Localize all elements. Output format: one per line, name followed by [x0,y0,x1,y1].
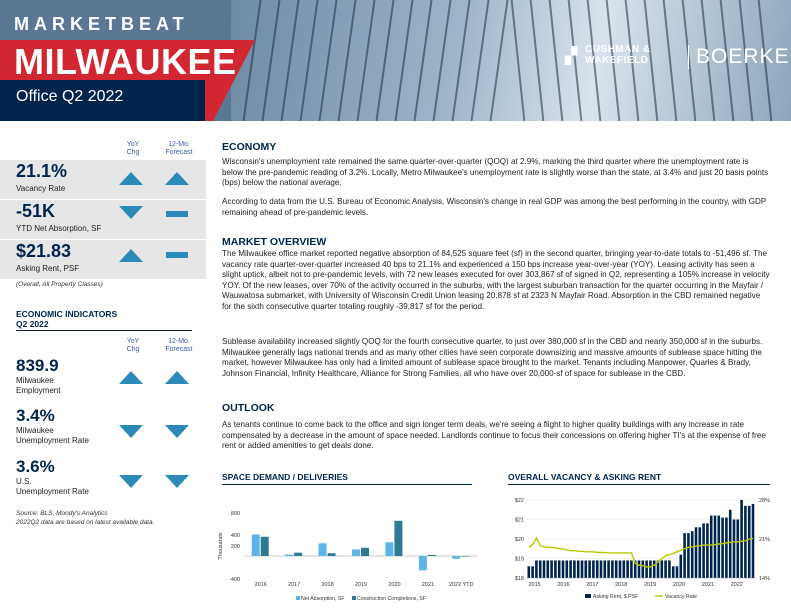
bar-construction [328,553,336,556]
rent-bar [619,560,622,578]
kpi-net-absorption [0,200,206,239]
facade-line [432,0,451,121]
bar-net-absorption [419,556,427,570]
y-left-tick: $19 [514,556,524,563]
rent-bar [592,560,595,578]
rent-bar [588,560,591,578]
econ-label-line2: Employment [16,385,61,395]
econ-yoy-col-header [118,338,148,354]
rent-bar [554,560,557,578]
yoy-col-header [118,141,148,157]
facade-line [511,0,526,121]
rent-bar [691,531,694,578]
bar-net-absorption [352,549,360,556]
yoy-up-arrow-icon [119,249,143,262]
market-overview-paragraph-1: The Milwaukee office market reported negative absorption of 84,525 square feet (sf) in the second quarter, bringing year-to-date totals to -51,496 sf. The vacancy rate quarter-over-quarter increased 40 bps to 21.1% and experienced a 150 bps increase year-over-year (YOY). Leasing activity has seen a slight uptick, albeit not to pre-pandemic levels, with 72 new leases executed for over 303,867 sf of signed in Q2, representing a 105% increase in velocity YOY. Of the new leases, over 70% of the activity occurred in the suburbs, with the largest suburban transaction for the quarter occurring in the Mayfair / Wauwatosa submarket, with University of Wisconsin Credit Union leasing 20,878 sf at 2323 N Mayfair Road. Absorption in the CBD remained negative for the sixth consecutive quarter totaling roughly -39,817 sf for the period. [222,249,770,311]
y-right-tick: 28% [759,498,771,504]
yoy-col-label: YoY [126,141,140,148]
rent-bar [550,560,553,578]
rent-bar [558,560,561,578]
econ-label-line1: Milwaukee [16,376,54,385]
rent-bar [687,533,690,578]
brand-cushman-wakefield [585,44,651,66]
rent-bar [630,560,633,578]
y-tick-label: 800 [230,511,240,517]
econ-label-line1: U.S. [16,477,32,486]
economy-paragraph-2: According to data from the U.S. Bureau of Economic Analysis, Wisconsin's change in real GDP was among the best performing in the country, with GDP remaining ahead of pre-pandemic levels. [222,197,767,217]
rent-bar [718,516,721,578]
bar-construction [394,521,402,556]
facade-line [451,0,470,121]
econ-title: ECONOMIC INDICATORS [16,309,118,319]
facade-line [356,0,375,121]
y-left-tick: $22 [514,498,524,504]
x-tick-label: 2018 [615,582,628,588]
rent-bar [668,560,671,578]
bar-net-absorption [252,535,260,556]
forecast-up-arrow-icon [165,172,189,185]
rent-bar [748,506,751,578]
kpi-value: $21.83 [16,241,72,261]
kpi-value: 21.1% [16,161,68,181]
forecast-flat-dash-icon [166,252,188,258]
forecast-down-arrow-icon [165,425,189,438]
outlook-paragraph: As tenants continue to come back to the office and sign longer term deals, we're seeing a flight to higher quality buildings with any increase in rate compensated by a decrease in the amount of space needed. Landlords continue to focus their concessions on offering higher TI's at the expense of free rent or added amenities to get deals done. [222,420,766,451]
rent-bar [611,560,614,578]
kpi-label: Vacancy Rate [16,184,66,193]
yoy-up-arrow-icon [119,371,143,384]
econ-label-line2: Unemployment Rate [16,486,89,496]
series-title: MARKETBEAT [14,14,189,34]
econ-divider [16,330,192,331]
rent-bar [706,523,709,578]
y-axis-label: Thousands [218,532,224,560]
yoy-up-arrow-icon [119,172,143,185]
legend-label: Net Absorption, SF [301,596,345,602]
legend-swatch [296,596,300,600]
rent-bar [604,560,607,578]
rent-bar [710,516,713,578]
y-right-tick: 14% [759,576,771,582]
x-tick-label: 2016 [254,582,267,588]
rent-bar [702,523,705,578]
city-title: MILWAUKEE [14,41,237,82]
economy-paragraph-1: Wisconsin's unemployment rate remained the same quarter-over-quarter (QOQ) at 2.9%, marking the third quarter where the unemployment rate is below the pre-pandemic reading of 3.2%. Locally, Metro Milwaukee's unemployment rate is slightly worse than the state, at 3.4% and just 20 basis points (bps) below the national average. [222,157,769,188]
rent-bar [535,560,538,578]
facade-line [394,0,413,121]
econ-source-note: 2022Q2 data are based on latest available data. [16,519,155,526]
rent-bar [683,533,686,578]
rent-bar [672,566,675,578]
facade-line [318,0,337,121]
yoy-down-arrow-icon [119,475,143,488]
kpi-label: YTD Net Absorption, SF [16,224,102,233]
y-right-tick: 21% [759,537,771,543]
facade-line [242,0,261,121]
econ-value: 3.6% [16,457,55,476]
rent-bar [569,560,572,578]
cushman-wakefield-logo-icon: ▞ [565,48,578,65]
facade-line [375,0,394,121]
y-tick-label: -400 [228,577,240,583]
rent-bar [721,518,724,578]
legend-label: Construction Completions, SF [357,596,426,602]
rent-bar [607,560,610,578]
yoy-down-arrow-icon [119,425,143,438]
rent-bar [653,560,656,578]
space-demand-chart-title: SPACE DEMAND / DELIVERIES [222,472,348,482]
bar-net-absorption [452,556,460,559]
rent-bar [729,510,732,578]
facade-line [470,0,489,121]
forecast-down-arrow-icon [165,475,189,488]
economy-heading: ECONOMY [222,141,277,153]
x-tick-label: 2022 YTD [448,582,474,588]
space-demand-chart [216,500,484,608]
legend-swatch-rent [585,594,591,598]
legend-label: Vacancy Rate [665,594,697,600]
report-subtitle: Office Q2 2022 [16,88,124,105]
x-tick-label: 2021 [421,582,434,588]
market-overview-heading: MARKET OVERVIEW [222,236,327,248]
econ-value: 3.4% [16,406,55,425]
rent-bar [638,560,641,578]
rent-bar [581,560,584,578]
facade-line [663,0,678,121]
kpi-value: -51K [16,201,56,221]
rent-bar [543,560,546,578]
rent-bar [573,560,576,578]
rent-bar [661,560,664,578]
x-tick-label: 2021 [701,582,715,588]
econ-yoy-label2: Chg [126,346,140,353]
kpi-vacancy-rate [0,160,206,199]
rent-bar [623,560,626,578]
kpi-label: Asking Rent, PSF [16,264,80,273]
rent-bar [714,516,717,578]
x-tick-label: 2019 [354,582,368,588]
bar-construction [361,548,369,556]
rent-bar [645,560,648,578]
facade-line [549,0,564,121]
rent-bar [664,560,667,578]
rent-bar [547,560,550,578]
y-tick-label: 200 [230,544,240,550]
econ-indicators-title [16,309,117,329]
rent-bar [642,560,645,578]
bar-construction [428,555,436,556]
y-left-tick: $18 [514,576,524,582]
forecast-col-label2: Forecast [165,149,193,156]
rent-bar [733,520,736,579]
econ-forecast-label: 12-Mo. [168,338,190,345]
x-tick-label: 2017 [288,582,301,588]
rent-bar [600,560,603,578]
econ-label [16,426,89,445]
econ-label-line1: Milwaukee [16,426,54,435]
facade-line [530,0,545,121]
bar-construction [461,556,469,557]
econ-label [16,376,60,395]
vacancy-rent-chart [505,492,783,608]
chart-title-rule [222,484,472,485]
rent-bar [680,555,683,578]
rent-bar [528,566,531,578]
report-header [0,0,791,121]
rent-bar [699,527,702,578]
rent-bar [585,560,588,578]
brand-boerke: BOERKE [688,45,790,69]
rent-bar [626,560,629,578]
y-left-tick: $21 [514,517,524,524]
rent-bar [562,560,565,578]
rent-bar [676,566,679,578]
facade-line [489,0,508,121]
x-tick-label: 2015 [528,582,541,588]
facade-line [261,0,280,121]
rent-bar [744,506,747,578]
brand-line-2: WAKEFIELD [585,55,649,66]
facade-line [337,0,356,121]
rent-bar [566,560,569,578]
econ-value: 839.9 [16,356,59,375]
rent-bar [740,500,743,578]
forecast-col-label: 12-Mo. [168,141,190,148]
rent-bar [596,560,599,578]
bar-net-absorption [319,543,327,556]
rent-bar [531,566,534,578]
outlook-heading: OUTLOOK [222,402,275,414]
econ-forecast-col-header [160,338,198,354]
kpi-asking-rent [0,240,206,279]
econ-source: Source: BLS, Moody's Analytics [16,510,108,517]
x-tick-label: 2020 [388,582,401,588]
rent-bar [649,560,652,578]
kpi-footnote: (Overall, All Property Classes) [16,281,103,288]
y-left-tick: $20 [514,537,524,543]
y-tick-label: 400 [230,533,240,539]
rent-bar [615,560,618,578]
forecast-flat-dash-icon [166,211,188,217]
market-overview-paragraph-2: Sublease availability increased slightly QOQ for the fourth consecutive quarter, to just over 380,000 sf in the CBD and nearly 350,000 sf in the suburbs. Milwaukee generally lags national trends and as many other cities have seen corporate downsizing and massive amounts of sublease space hitting the market, however Milwaukee has only had a limited amount of sublease space brought to the market. Tenants including Manpower, Quarles & Brady, Johnson Financial, Infinity Healthcare, Alliance for Strong Families, all who have over 20,000-sf of space for sublease in the CBD. [222,337,763,378]
bar-net-absorption [385,542,393,556]
econ-yoy-label: YoY [126,338,140,345]
rent-bar [752,504,755,578]
rent-bar [737,520,740,579]
bar-construction [294,553,302,556]
x-tick-label: 2016 [557,582,570,588]
x-tick-label: 2018 [321,582,334,588]
yoy-col-label2: Chg [126,149,140,156]
facade-line [413,0,432,121]
econ-label [16,477,89,496]
yoy-down-arrow-icon [119,206,143,219]
x-tick-label: 2022 [730,582,743,588]
x-tick-label: 2020 [672,582,686,588]
rent-bar [539,560,542,578]
bar-construction [261,537,269,556]
rent-bar [725,518,728,578]
econ-label-line2: Unemployment Rate [16,435,89,445]
chart-title-rule [508,484,770,485]
rent-bar [577,560,580,578]
econ-forecast-label2: Forecast [165,346,193,353]
forecast-col-header [160,141,198,157]
facade-line [299,0,318,121]
brand-line-1: CUSHMAN & [585,44,651,55]
legend-swatch [352,596,356,600]
forecast-up-arrow-icon [165,371,189,384]
bar-net-absorption [285,555,293,556]
econ-period: Q2 2022 [16,319,49,329]
rent-bar [695,527,698,578]
x-tick-label: 2019 [643,582,657,588]
legend-label: Asking Rent, $ PSF [593,594,639,600]
vacancy-rent-chart-title: OVERALL VACANCY & ASKING RENT [508,472,662,482]
facade-line [280,0,299,121]
x-tick-label: 2017 [586,582,599,588]
